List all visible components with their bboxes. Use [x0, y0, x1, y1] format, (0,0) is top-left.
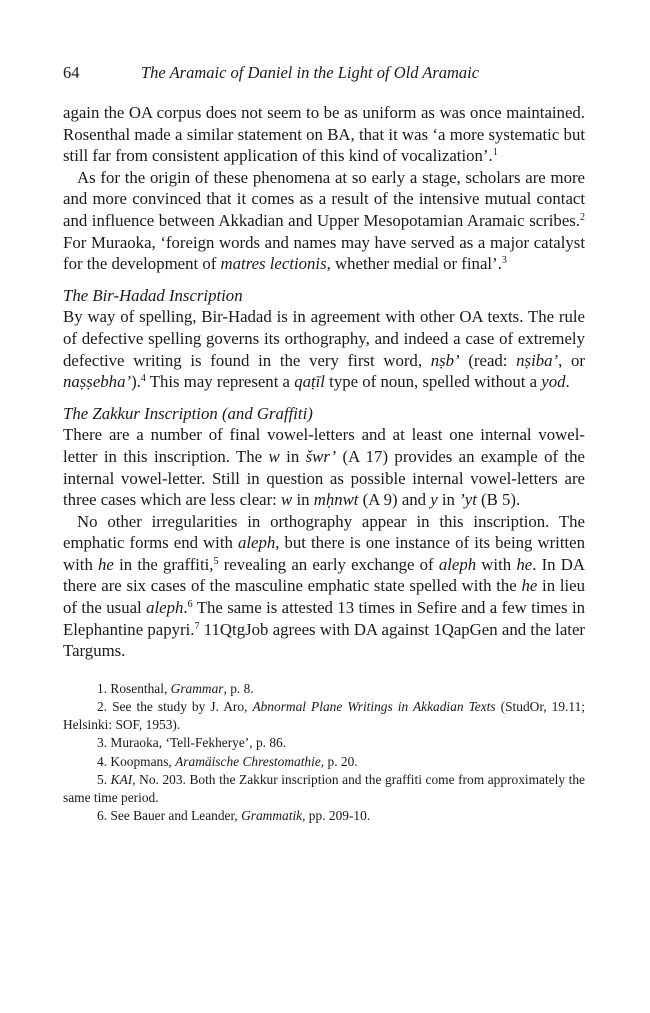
text-run: , p. 8.: [223, 680, 254, 696]
paragraph: [63, 424, 585, 510]
footnote-ref: 4: [140, 373, 146, 385]
italic-term: Abnormal Plane Writings in Akkadian Texts: [252, 699, 496, 715]
italic-term: naṣṣebha’: [63, 372, 132, 392]
italic-term: yod: [541, 372, 566, 392]
text-run: in: [437, 490, 460, 510]
text-run: .: [183, 598, 188, 618]
paragraph: [63, 306, 585, 392]
text-run: See Bauer and Leander,: [110, 808, 242, 824]
text-run: (A 17) provides an example of the internal vowel-letter. Still in question as possible internal vowel-letters are three cases which are less clear:: [63, 446, 585, 510]
footnote-number: 2.: [97, 699, 108, 715]
italic-term: Aramäische Chrestomathie: [175, 753, 321, 769]
italic-term: aleph: [237, 533, 276, 553]
footnote-number: 4.: [97, 753, 108, 769]
italic-term: KAI: [110, 771, 133, 787]
paragraph: [63, 511, 585, 662]
footnote-ref: 3: [501, 255, 507, 267]
page-number: 64: [63, 63, 80, 82]
text-run: in: [279, 446, 306, 466]
running-head: [63, 62, 585, 84]
footnote-ref: 5: [213, 555, 219, 567]
footnote-ref: 2: [580, 211, 585, 223]
text-run: , p. 20.: [320, 753, 358, 769]
text-run: revealing an early exchange of: [218, 554, 439, 574]
italic-term: w: [268, 446, 280, 466]
text-run: , pp. 209-10.: [302, 808, 371, 824]
footnote: [63, 753, 585, 771]
text-run: 11QtgJob agrees with DA against 1QapGen and the later Targums.: [63, 619, 585, 661]
paragraph: [63, 167, 585, 275]
italic-term: Grammar: [170, 680, 224, 696]
text-run: in the graffiti,: [113, 554, 214, 574]
italic-term: Grammatik: [241, 808, 303, 824]
italic-term: ’yt: [459, 490, 477, 510]
footnote: [63, 680, 585, 698]
italic-term: matres lectionis: [220, 254, 327, 274]
footnote-ref: 6: [187, 599, 193, 611]
text-run: See the study by J. Aro,: [112, 699, 253, 715]
text-run: Rosenthal,: [110, 680, 171, 696]
italic-term: nṣiba’: [516, 350, 559, 370]
body-text: [63, 102, 585, 662]
italic-term: mḥnwt: [313, 490, 359, 510]
text-run: As for the origin of these phenomena at so early a stage, scholars are more and more convinced that it comes as a result of the intensive mutual contact and influence between Akkadian and Upper Mesopotamian Aramaic scribes.: [63, 167, 585, 230]
text-run: in lieu of the usual: [63, 576, 585, 618]
text-run: There are a number of final vowel-letters and at least one internal vowel-letter in this inscription. The: [63, 425, 585, 466]
footnote-number: 6.: [97, 808, 108, 824]
text-run: For Muraoka, ‘foreign words and names may have served as a major catalyst for the development of: [63, 232, 585, 274]
text-run: in: [292, 490, 314, 510]
text-run: .: [565, 372, 570, 392]
footnote: [63, 807, 585, 825]
italic-term: y: [430, 490, 438, 510]
footnotes: [63, 680, 585, 826]
section-heading: The Zakkur Inscription (and Graffiti): [63, 403, 313, 423]
text-run: , whether medial or final’.: [326, 254, 502, 274]
text-run: (read:: [459, 350, 517, 370]
book-page: [63, 62, 585, 825]
italic-term: w: [281, 490, 293, 510]
text-run: Muraoka, ‘Tell-Fekherye’, p. 86.: [110, 735, 287, 751]
running-title: The Aramaic of Daniel in the Light of Old Aramaic: [141, 63, 480, 82]
footnote: [63, 698, 585, 734]
text-run: , or: [558, 350, 585, 370]
section-heading: The Bir-Hadad Inscription: [63, 285, 243, 305]
text-run: The same is attested 13 times in Sefire and a few times in Elephantine papyri.: [63, 598, 585, 639]
footnote-number: 5.: [97, 771, 108, 787]
italic-term: aleph: [438, 554, 477, 574]
italic-term: qaṭīl: [294, 372, 325, 392]
text-run: , No. 203. Both the Zakkur inscription and the graffiti come from approximately the same time period.: [63, 771, 585, 806]
text-run: , but there is one instance of its being written with: [63, 533, 585, 574]
text-run: This may represent a: [145, 372, 295, 392]
text-run: Koopmans,: [110, 753, 176, 769]
italic-term: he: [516, 554, 533, 574]
italic-term: nṣb’: [430, 350, 460, 370]
text-run: (B 5).: [476, 490, 521, 510]
text-run: with: [476, 554, 517, 574]
text-run: . In DA there are six cases of the masculine emphatic state spelled with the: [63, 554, 585, 596]
italic-term: he: [98, 554, 114, 574]
text-run: (StudOr, 19.11; Helsinki: SOF, 1953).: [63, 699, 585, 733]
text-run: No other irregularities in orthography appear in this inscription. The emphatic forms end with: [63, 511, 585, 553]
text-run: type of noun, spelled without a: [324, 372, 542, 392]
text-run: By way of spelling, Bir-Hadad is in agreement with other OA texts. The rule of defective spelling governs its orthography, and indeed a case of extremely defective writing is found in the very first word,: [63, 307, 585, 370]
paragraph: [63, 102, 585, 167]
footnote: [63, 771, 585, 807]
italic-term: aleph: [146, 598, 184, 618]
italic-term: šwr’: [305, 446, 337, 466]
italic-term: he: [521, 576, 538, 596]
footnote-ref: 7: [194, 620, 200, 632]
text-run: (A 9) and: [358, 490, 431, 510]
text-run: again the OA corpus does not seem to be as uniform as was once maintained. Rosenthal made a similar statement on BA, that it was ‘a more systematic but still far from consistent application of this kind of vocalization’.: [63, 103, 585, 166]
footnote-ref: 1: [492, 147, 498, 159]
text-run: ).: [131, 372, 141, 392]
footnote: [63, 734, 585, 752]
footnote-number: 3.: [97, 735, 108, 751]
footnote-number: 1.: [97, 680, 108, 696]
